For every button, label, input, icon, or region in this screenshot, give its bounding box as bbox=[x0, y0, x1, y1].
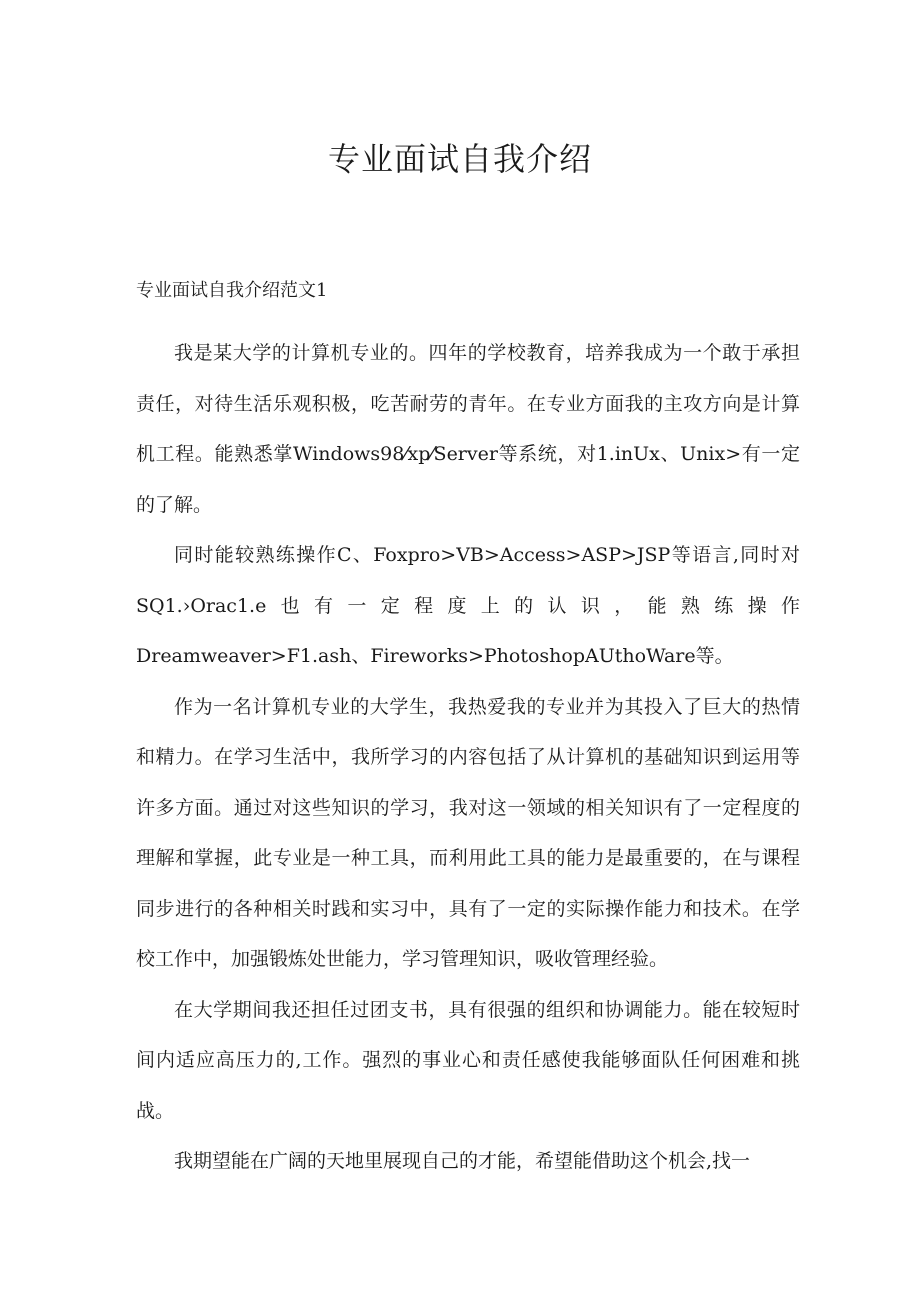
paragraph-2: 同时能较熟练操作C、Foxpro>VB>Access>ASP>JSP等语言,同时对SQ1.›Orac1.e也有一定程度上的认识，能熟练操作Dreamweaver>F1.ash、Fireworks>PhotoshopAUthoWare等。 bbox=[136, 544, 800, 667]
paragraph-4: 在大学期间我还担任过团支书，具有很强的组织和协调能力。能在较短时间内适应高压力的,工作。强烈的事业心和责任感使我能够面队任何困难和挑战。 bbox=[136, 998, 800, 1122]
document-subtitle: 专业面试自我介绍范文1 bbox=[136, 280, 328, 301]
paragraph-5: 我期望能在广阔的天地里展现自己的才能，希望能借助这个机会,找一 bbox=[174, 1150, 751, 1172]
paragraph-1: 我是某大学的计算机专业的。四年的学校教育，培养我成为一个敢于承担责任，对待生活乐观积极，吃苦耐劳的青年。在专业方面我的主攻方向是计算机工程。能熟悉掌Windows98⁄xp⁄Server等系统，对1.inUx、Unix>有一定的了解。 bbox=[136, 342, 800, 516]
document-body bbox=[136, 278, 800, 1187]
paragraph-3: 作为一名计算机专业的大学生，我热爱我的专业并为其投入了巨大的热情和精力。在学习生活中，我所学习的内容包括了从计算机的基础知识到运用等许多方面。通过对这些知识的学习，我对这一领域的相关知识有了一定程度的理解和掌握，此专业是一种工具，而利用此工具的能力是最重要的，在与课程同步进行的各种相关时践和实习中，具有了一定的实际操作能力和技术。在学校工作中，加强锻炼处世能力，学习管理知识，吸收管理经验。 bbox=[136, 695, 800, 970]
document-title: 专业面试自我介绍 bbox=[327, 140, 592, 178]
